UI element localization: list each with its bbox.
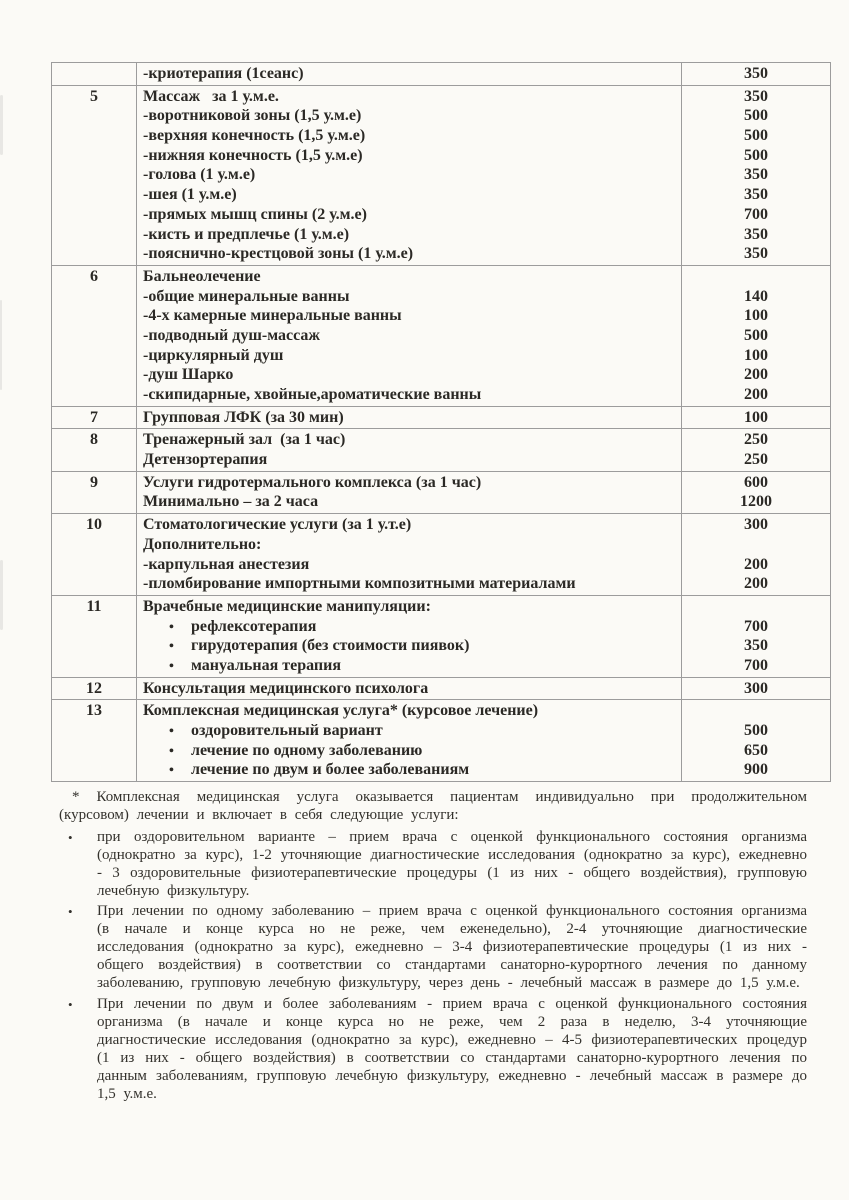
table-section <box>52 406 830 429</box>
table-section <box>52 595 830 677</box>
service-price <box>684 535 828 555</box>
table-section <box>52 63 830 85</box>
service-price: 350 <box>744 225 768 243</box>
service-label: -общие минеральные ванны <box>143 287 350 305</box>
service-name-cell <box>137 678 682 700</box>
service-name-cell <box>137 407 682 429</box>
section-number: 13 <box>52 700 137 781</box>
service-price: 600 <box>744 473 768 491</box>
service-price: 350 <box>744 637 768 655</box>
price-table-body <box>52 63 830 781</box>
service-price <box>684 267 828 287</box>
service-price: 100 <box>744 346 768 364</box>
service-label: -криотерапия (1сеанс) <box>143 65 304 82</box>
service-label: -карпульная анестезия <box>143 555 310 573</box>
service-line <box>143 385 677 405</box>
bullet-icon: • <box>68 904 73 920</box>
price-table <box>51 62 831 782</box>
footnote-bullet <box>59 829 807 901</box>
scan-artifact <box>0 560 3 630</box>
service-price: 200 <box>744 366 768 384</box>
service-price-cell <box>682 407 830 429</box>
section-number: 11 <box>52 596 137 677</box>
footnote-text: При лечении по двум и более заболеваниям - прием врача с оценкой функционального состояния организма (в начале и конце курса но не реже, чем 2 раза в неделю, 3-4 уточняющие диагностические исследования (однократно за курс), ежедневно – 4-5 физиотерапевтических процедур (1 из них - общего воздействия) в соответствии со стандартами санаторно-курортного лечения по данным заболеваниям, групповую лечебную физкультуру, ежедневно - лечебный массаж в размере до 1,5 у.м.е. <box>97 995 807 1102</box>
footnote-intro: * Комплексная медицинская услуга оказывается пациентам индивидуально при продолжительном (курсовом) лечении и включает в себя следующие услуги: <box>59 789 807 823</box>
service-price: 700 <box>744 656 768 674</box>
footnotes-section <box>59 789 807 1106</box>
service-line <box>143 306 677 326</box>
service-label: -пояснично-крестцовой зоны (1 у.м.е) <box>143 245 414 263</box>
service-price: 500 <box>744 127 768 145</box>
service-label: Детензортерапия <box>143 451 268 469</box>
footnote-text: При лечении по одному заболеванию – прием врача с оценкой функционального состояния организма (в начале и конце курса но не реже, чем еженедельно), 2-4 уточняющие диагностические исследования (однократно за курс), ежедневно – 3-4 физиотерапевтические процедуры (1 из них - общего воздействия) в соответствии со стандартами санаторно-курортного лечения по данному заболеванию, групповую лечебную физкультуру, через день - лечебный массаж в размере до 1,5 у.м.е. <box>97 903 807 992</box>
service-line <box>143 473 677 493</box>
service-line <box>143 760 677 780</box>
service-label: -нижняя конечность (1,5 у.м.е) <box>143 146 363 164</box>
service-label: -циркулярный душ <box>143 346 284 364</box>
bullet-icon: • <box>169 639 174 655</box>
service-price: 350 <box>744 65 768 82</box>
service-line <box>143 597 677 617</box>
service-label: -душ Шарко <box>143 366 234 384</box>
table-section <box>52 513 830 595</box>
service-line <box>143 741 677 761</box>
service-price: 900 <box>744 761 768 779</box>
service-line <box>143 701 677 721</box>
service-name-cell <box>137 429 682 470</box>
table-section <box>52 677 830 700</box>
service-price: 200 <box>744 575 768 593</box>
service-label: -4-х камерные минеральные ванны <box>143 307 402 325</box>
service-line <box>143 165 677 185</box>
service-price: 100 <box>744 408 768 426</box>
service-price: 200 <box>744 386 768 403</box>
bullet-icon: • <box>169 743 174 759</box>
service-name-cell <box>137 472 682 513</box>
service-price-cell <box>682 472 830 513</box>
service-label: лечение по двум и более заболеваниям <box>191 761 470 779</box>
service-price-cell <box>682 429 830 470</box>
service-name-cell <box>137 266 682 406</box>
service-price: 700 <box>744 617 768 635</box>
service-line <box>143 106 677 126</box>
service-line <box>143 365 677 385</box>
service-line <box>143 617 677 637</box>
service-label: Бальнеолечение <box>143 267 261 285</box>
service-line <box>143 326 677 346</box>
section-number: 7 <box>52 407 137 429</box>
service-label: -кисть и предплечье (1 у.м.е) <box>143 225 350 243</box>
service-label: Минимально – за 2 часа <box>143 493 319 511</box>
service-label: -шея (1 у.м.е) <box>143 186 237 204</box>
service-label: Дополнительно: <box>143 535 262 553</box>
service-label: Консультация медицинского психолога <box>143 679 429 697</box>
service-price-cell <box>682 596 830 677</box>
service-price-cell <box>682 266 830 406</box>
service-price: 100 <box>744 307 768 325</box>
service-label: рефлексотерапия <box>191 617 317 635</box>
service-name-cell <box>137 514 682 595</box>
service-label: Стоматологические услуги (за 1 у.т.е) <box>143 516 412 534</box>
table-section <box>52 428 830 470</box>
service-line <box>143 515 677 535</box>
scan-artifact <box>0 300 2 390</box>
service-line <box>143 535 677 555</box>
service-price: 350 <box>744 166 768 184</box>
service-label: оздоровительный вариант <box>191 722 383 739</box>
service-name-cell <box>137 700 682 781</box>
table-section <box>52 699 830 781</box>
footnote-bullet <box>59 996 807 1103</box>
service-line <box>143 87 677 107</box>
table-section <box>52 471 830 513</box>
service-label: Врачебные медицинские манипуляции: <box>143 597 431 615</box>
service-price <box>684 597 828 617</box>
section-number: 12 <box>52 678 137 700</box>
service-price: 500 <box>744 326 768 344</box>
service-price: 1200 <box>740 493 772 511</box>
service-line <box>143 430 677 450</box>
service-line <box>143 555 677 575</box>
table-section <box>52 85 830 265</box>
service-price: 650 <box>744 741 768 759</box>
service-label: лечение по одному заболеванию <box>191 741 423 759</box>
service-price: 350 <box>744 87 768 105</box>
section-number <box>52 63 137 85</box>
service-price: 500 <box>744 722 768 739</box>
scan-artifact <box>0 95 3 155</box>
bullet-icon: • <box>68 829 73 845</box>
service-label: Комплексная медицинская услуга* (курсовое лечение) <box>143 702 539 720</box>
section-number: 10 <box>52 514 137 595</box>
bullet-icon: • <box>169 619 174 635</box>
service-label: мануальная терапия <box>191 656 341 674</box>
service-line <box>143 64 677 84</box>
service-line <box>143 450 677 470</box>
table-section <box>52 265 830 406</box>
service-line <box>143 408 677 428</box>
service-price-cell <box>682 700 830 781</box>
bullet-icon: • <box>68 996 73 1012</box>
service-price: 500 <box>744 146 768 164</box>
service-price: 140 <box>744 287 768 305</box>
service-line <box>143 205 677 225</box>
service-line <box>143 656 677 676</box>
footnote-text: при оздоровительном варианте – прием врача с оценкой функционального состояния организма (однократно за курс), 1-2 уточняющие диагностические исследования (однократно за курс), ежедневно - 3 оздоровительные физиотерапевтические процедуры (1 из них - общего воздействия), групповую лечебную физкультуру. <box>97 828 807 899</box>
service-price: 700 <box>744 205 768 223</box>
service-label: -воротниковой зоны (1,5 у.м.е) <box>143 107 362 125</box>
service-label: -скипидарные, хвойные,ароматические ванны <box>143 386 482 403</box>
service-price <box>684 701 828 721</box>
bullet-icon: • <box>169 658 174 674</box>
footnote-list <box>59 829 807 1104</box>
service-price: 350 <box>744 245 768 263</box>
service-name-cell <box>137 86 682 265</box>
section-number: 6 <box>52 266 137 406</box>
service-name-cell <box>137 596 682 677</box>
section-number: 8 <box>52 429 137 470</box>
service-price: 500 <box>744 107 768 125</box>
service-line <box>143 185 677 205</box>
service-name-cell <box>137 63 682 85</box>
service-line <box>143 346 677 366</box>
service-price-cell <box>682 678 830 700</box>
service-label: -голова (1 у.м.е) <box>143 166 256 184</box>
service-line <box>143 267 677 287</box>
service-line <box>143 146 677 166</box>
service-price-cell <box>682 86 830 265</box>
service-price: 300 <box>744 516 768 534</box>
service-price: 200 <box>744 555 768 573</box>
section-number: 5 <box>52 86 137 265</box>
service-line <box>143 636 677 656</box>
service-label: -прямых мышц спины (2 у.м.е) <box>143 205 367 223</box>
service-line <box>143 679 677 699</box>
service-line <box>143 126 677 146</box>
service-price: 300 <box>744 679 768 697</box>
service-price-cell <box>682 514 830 595</box>
service-label: Услуги гидротермального комплекса (за 1 час) <box>143 473 482 491</box>
bullet-icon: • <box>169 763 174 779</box>
service-line <box>143 225 677 245</box>
service-label: -верхняя конечность (1,5 у.м.е) <box>143 127 366 145</box>
service-price: 250 <box>744 451 768 469</box>
service-label: Массаж за 1 у.м.е. <box>143 87 279 105</box>
service-line <box>143 287 677 307</box>
service-label: Тренажерный зал (за 1 час) <box>143 431 346 449</box>
footnote-bullet <box>59 903 807 993</box>
service-label: -подводный душ-массаж <box>143 326 320 344</box>
service-label: Групповая ЛФК (за 30 мин) <box>143 408 344 426</box>
service-price: 350 <box>744 186 768 204</box>
service-line <box>143 244 677 264</box>
service-label: гирудотерапия (без стоимости пиявок) <box>191 637 470 655</box>
service-price-cell <box>682 63 830 85</box>
service-line <box>143 492 677 512</box>
service-line <box>143 721 677 741</box>
service-line <box>143 574 677 594</box>
service-price: 250 <box>744 431 768 449</box>
section-number: 9 <box>52 472 137 513</box>
bullet-icon: • <box>169 724 174 739</box>
service-label: -пломбирование импортными композитными материалами <box>143 575 576 593</box>
